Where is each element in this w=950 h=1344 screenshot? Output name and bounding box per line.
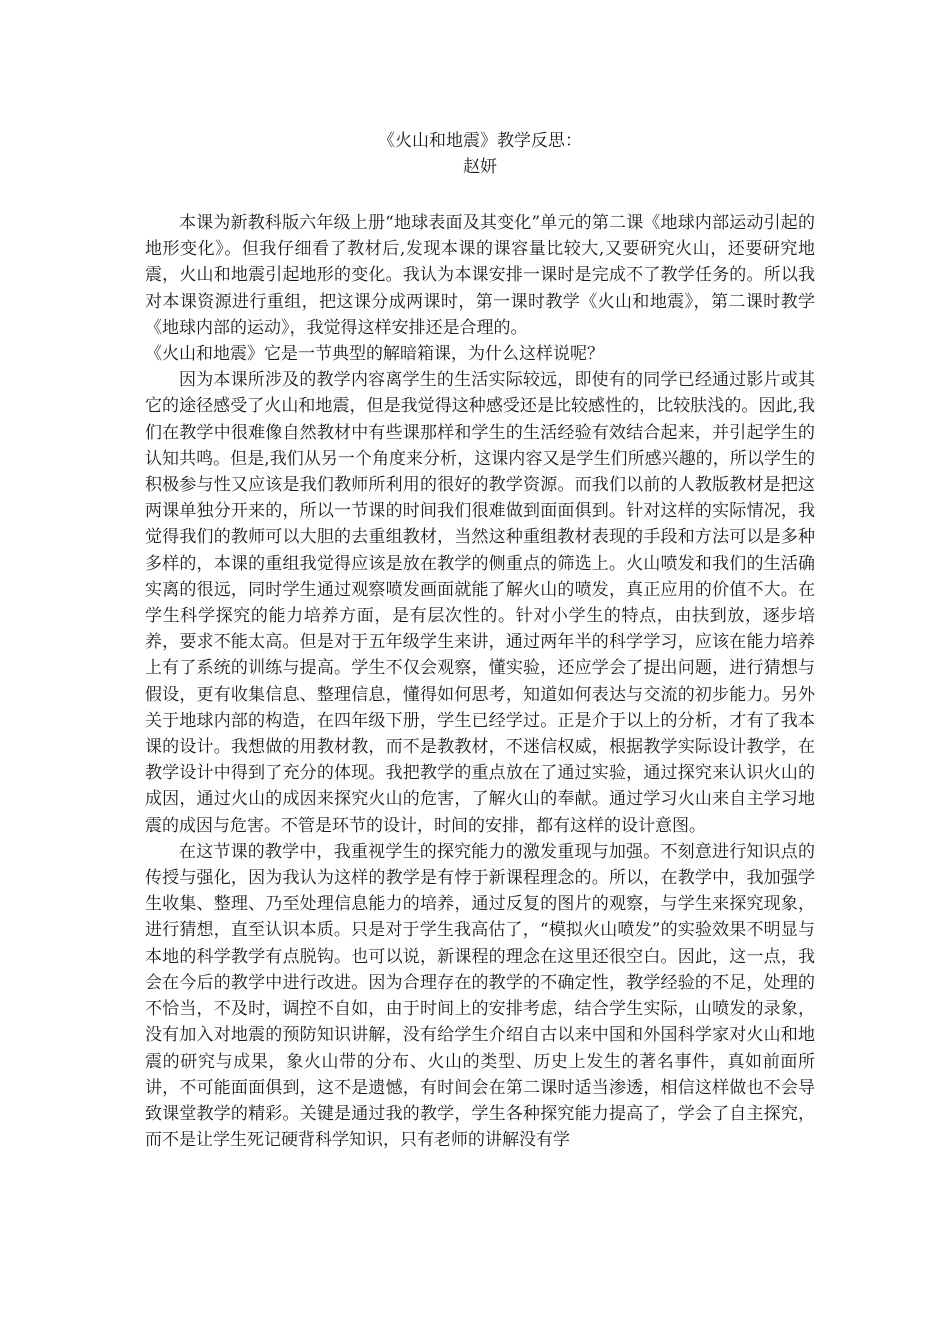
document-author: 赵妍 bbox=[463, 157, 497, 177]
document-body bbox=[145, 128, 815, 1153]
paragraph-question: 《火山和地震》它是一节典型的解暗箱课，为什么这样说呢？ bbox=[145, 344, 604, 365]
paragraph-reflection: 在这节课的教学中，我重视学生的探究能力的激发重现与加强。不刻意进行知识点的传授与强化，因为我认为这样的教学是有悖于新课程理念的。所以，在教学中，我加强学生收集、整理、乃至处理信息能力的培养，通过反复的图片的观察，与学生来探究现象，进行猜想，直至认识本质。只是对于学生我高估了，“模拟火山喷发”的实验效果不明显与本地的科学教学有点脱钩。也可以说，新课程的理念在这里还很空白。因此，这一点，我会在今后的教学中进行改进。因为合理存在的教学的不确定性，教学经验的不足，处理的不恰当，不及时，调控不自如，由于时间上的安排考虑，结合学生实际，山喷发的录象，没有加入对地震的预防知识讲解，没有给学生介绍自古以来中国和外国科学家对火山和地震的研究与成果，象火山带的分布、火山的类型、历史上发生的著名事件，真如前面所讲，不可能面面俱到，这不是遗憾，有时间会在第二课时适当渗透，相信这样做也不会导致课堂教学的精彩。关键是通过我的教学，学生各种探究能力提高了，学会了自主探究，而不是让学生死记硬背科学知识，只有老师的讲解没有学 bbox=[145, 841, 815, 1151]
paragraph-analysis: 因为本课所涉及的教学内容离学生的生活实际较远，即使有的同学已经通过影片或其它的途径感受了火山和地震，但是我觉得这种感受还是比较感性的，比较肤浅的。因此,我们在教学中很难像自然教材中有些课那样和学生的生活经验有效结合起来，并引起学生的认知共鸣。但是,我们从另一个角度来分析，这课内容又是学生们所感兴趣的，所以学生的积极参与性又应该是我们教师所利用的很好的教学资源。而我们以前的人教版教材是把这两课单独分开来的，所以一节课的时间我们很难做到面面俱到。针对这样的实际情况，我觉得我们的教师可以大胆的去重组教材，当然这种重组教材表现的手段和方法可以是多种多样的，本课的重组我觉得应该是放在教学的侧重点的筛选上。火山喷发和我们的生活确实离的很远，同时学生通过观察喷发画面就能了解火山的喷发，真正应用的价值不大。在学生科学探究的能力培养方面，是有层次性的。针对小学生的特点，由扶到放，逐步培养，要求不能太高。但是对于五年级学生来讲，通过两年半的科学学习，应该在能力培养上有了系统的训练与提高。学生不仅会观察，懂实验，还应学会了提出问题，进行猜想与假设，更有收集信息、整理信息，懂得如何思考，知道如何表达与交流的初步能力。另外关于地球内部的构造，在四年级下册，学生已经学过。正是介于以上的分析，才有了我本课的设计。我想做的用教材教，而不是教教材，不迷信权威，根据教学实际设计教学，在教学设计中得到了充分的体现。我把教学的重点放在了通过实验，通过探究来认识火山的成因，通过火山的成因来探究火山的危害，了解火山的奉献。通过学习火山来自主学习地震的成因与危害。不管是环节的设计，时间的安排，都有这样的设计意图。 bbox=[145, 370, 815, 836]
document-title: 《火山和地震》教学反思： bbox=[378, 131, 582, 151]
paragraph-intro: 本课为新教科版六年级上册“地球表面及其变化”单元的第二课《地球内部运动引起的地形变化》。但我仔细看了教材后,发现本课的课容量比较大,又要研究火山，还要研究地震，火山和地震引起地形的变化。我认为本课安排一课时是完成不了教学任务的。所以我对本课资源进行重组，把这课分成两课时，第一课时教学《火山和地震》，第二课时教学《地球内部的运动》，我觉得这样安排还是合理的。 bbox=[145, 213, 815, 338]
